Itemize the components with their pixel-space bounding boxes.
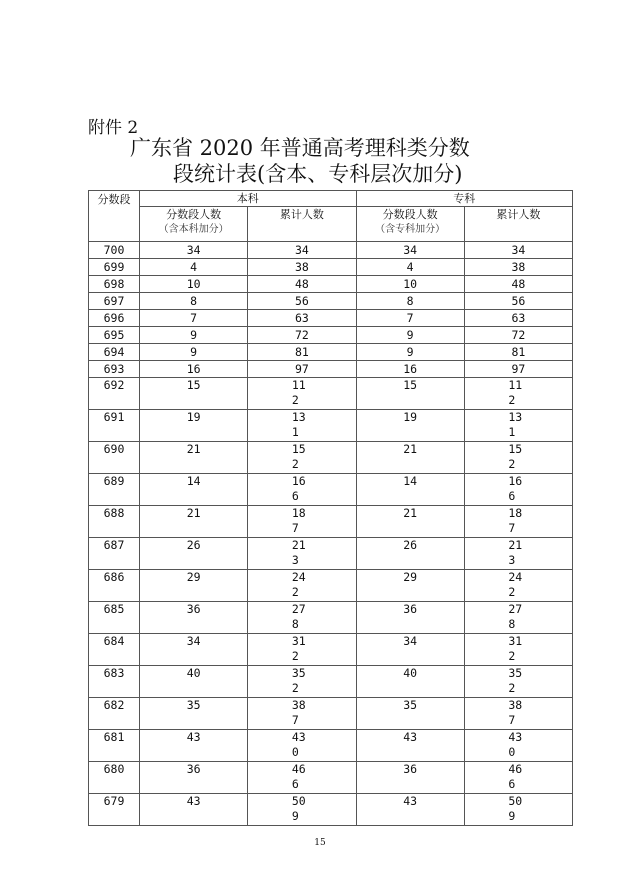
- benke-cumulative-cell-value: 34: [294, 243, 309, 257]
- benke-count-cell: [140, 293, 248, 310]
- benke-count-cell: [140, 666, 248, 698]
- zhuanke-count-cell-value: 34: [403, 243, 418, 257]
- segment-cell: [89, 506, 140, 538]
- benke-count-cell: [140, 344, 248, 361]
- segment-cell: [89, 293, 140, 310]
- zhuanke-cumulative-cell: [464, 259, 572, 276]
- zhuanke-cumulative-cell-value: 81: [511, 345, 526, 359]
- document-title-line2: 段统计表(含本、专科层次加分): [173, 162, 463, 186]
- segment-cell-value: 688: [103, 506, 125, 520]
- table-row: [89, 276, 573, 293]
- benke-count-cell: [140, 378, 248, 410]
- zhuanke-count-cell: [356, 666, 464, 698]
- benke-cumulative-cell-value: 312: [291, 634, 306, 663]
- zhuanke-cumulative-cell-value: 72: [511, 328, 526, 342]
- benke-count-cell-value: 10: [186, 277, 201, 291]
- zhuanke-count-cell-value: 36: [403, 762, 418, 776]
- segment-cell: [89, 762, 140, 794]
- header-zhuanke: 专科: [356, 191, 573, 207]
- table-row: [89, 442, 573, 474]
- zhuanke-count-cell: [356, 442, 464, 474]
- annex-label: 附件 2: [88, 118, 139, 138]
- benke-cumulative-cell: [248, 310, 356, 327]
- segment-cell: [89, 310, 140, 327]
- benke-count-cell: [140, 506, 248, 538]
- zhuanke-count-cell-value: 9: [406, 345, 414, 359]
- benke-count-cell: [140, 259, 248, 276]
- zhuanke-count-cell: [356, 378, 464, 410]
- benke-cumulative-cell: [248, 361, 356, 378]
- benke-count-cell-value: 14: [186, 474, 201, 488]
- benke-cumulative-cell: [248, 570, 356, 602]
- benke-cumulative-cell: [248, 344, 356, 361]
- segment-cell: [89, 259, 140, 276]
- zhuanke-count-cell-value: 8: [406, 294, 414, 308]
- zhuanke-count-cell-value: 9: [406, 328, 414, 342]
- zhuanke-count-cell: [356, 410, 464, 442]
- zhuanke-cumulative-cell: [464, 794, 572, 826]
- zhuanke-count-cell-value: 4: [406, 260, 414, 274]
- table-row: [89, 634, 573, 666]
- header-segment: 分数段: [89, 191, 140, 242]
- segment-cell: [89, 378, 140, 410]
- benke-cumulative-cell-value: 152: [291, 442, 306, 471]
- segment-cell-value: 699: [103, 260, 125, 274]
- table-row: [89, 698, 573, 730]
- benke-cumulative-cell: [248, 666, 356, 698]
- zhuanke-cumulative-cell-value: 152: [508, 442, 523, 471]
- zhuanke-count-cell-value: 40: [403, 666, 418, 680]
- zhuanke-count-cell-value: 43: [403, 730, 418, 744]
- zhuanke-cumulative-cell: [464, 474, 572, 506]
- benke-count-cell: [140, 698, 248, 730]
- benke-count-cell-value: 40: [186, 666, 201, 680]
- benke-cumulative-cell-value: 131: [291, 410, 306, 439]
- benke-cumulative-cell-value: 72: [294, 328, 309, 342]
- zhuanke-count-cell: [356, 242, 464, 259]
- zhuanke-cumulative-cell-value: 56: [511, 294, 526, 308]
- zhuanke-cumulative-cell: [464, 361, 572, 378]
- zhuanke-count-cell: [356, 762, 464, 794]
- zhuanke-count-cell-value: 16: [403, 362, 418, 376]
- benke-cumulative-cell-value: 278: [291, 602, 306, 631]
- zhuanke-cumulative-cell-value: 166: [508, 474, 523, 503]
- zhuanke-cumulative-cell-value: 213: [508, 538, 523, 567]
- table-row: [89, 310, 573, 327]
- zhuanke-count-cell-value: 15: [403, 378, 418, 392]
- benke-cumulative-cell: [248, 506, 356, 538]
- benke-count-cell: [140, 538, 248, 570]
- zhuanke-count-cell: [356, 506, 464, 538]
- segment-cell: [89, 442, 140, 474]
- zhuanke-cumulative-cell-value: 352: [508, 666, 523, 695]
- benke-cumulative-cell: [248, 794, 356, 826]
- segment-cell-value: 686: [103, 570, 125, 584]
- benke-count-cell: [140, 634, 248, 666]
- zhuanke-count-cell-value: 10: [403, 277, 418, 291]
- benke-cumulative-cell-value: 430: [291, 730, 306, 759]
- segment-cell: [89, 361, 140, 378]
- segment-cell-value: 694: [103, 345, 125, 359]
- segment-cell-value: 679: [103, 794, 125, 808]
- zhuanke-cumulative-cell-value: 63: [511, 311, 526, 325]
- zhuanke-cumulative-cell: [464, 666, 572, 698]
- zhuanke-count-cell-value: 34: [403, 634, 418, 648]
- benke-cumulative-cell-value: 63: [294, 311, 309, 325]
- zhuanke-cumulative-cell: [464, 344, 572, 361]
- zhuanke-count-cell: [356, 344, 464, 361]
- benke-cumulative-cell: [248, 259, 356, 276]
- benke-cumulative-cell-value: 81: [294, 345, 309, 359]
- table-row: [89, 259, 573, 276]
- zhuanke-count-cell: [356, 361, 464, 378]
- zhuanke-count-cell-value: 7: [406, 311, 414, 325]
- benke-count-cell-value: 43: [186, 730, 201, 744]
- zhuanke-count-cell-value: 21: [403, 442, 418, 456]
- zhuanke-count-cell-value: 26: [403, 538, 418, 552]
- zhuanke-count-cell-value: 21: [403, 506, 418, 520]
- benke-cumulative-cell-value: 112: [291, 378, 306, 407]
- zhuanke-cumulative-cell-value: 34: [511, 243, 526, 257]
- benke-cumulative-cell: [248, 242, 356, 259]
- segment-cell: [89, 698, 140, 730]
- zhuanke-count-cell: [356, 474, 464, 506]
- document-title-line1: 广东省 2020 年普通高考理科类分数: [130, 136, 470, 160]
- page-number: 15: [314, 838, 326, 848]
- header-zhuanke-count-note: （含专科加分）: [375, 224, 446, 235]
- zhuanke-cumulative-cell: [464, 276, 572, 293]
- segment-cell-value: 683: [103, 666, 125, 680]
- zhuanke-count-cell: [356, 259, 464, 276]
- benke-cumulative-cell-value: 97: [294, 362, 309, 376]
- segment-cell-value: 696: [103, 311, 125, 325]
- segment-cell: [89, 794, 140, 826]
- zhuanke-count-cell: [356, 538, 464, 570]
- table-row: [89, 327, 573, 344]
- zhuanke-count-cell: [356, 276, 464, 293]
- segment-cell-value: 698: [103, 277, 125, 291]
- zhuanke-cumulative-cell: [464, 602, 572, 634]
- zhuanke-count-cell: [356, 602, 464, 634]
- table-row: [89, 474, 573, 506]
- benke-count-cell: [140, 474, 248, 506]
- zhuanke-cumulative-cell-value: 48: [511, 277, 526, 291]
- benke-count-cell-value: 43: [186, 794, 201, 808]
- segment-cell: [89, 474, 140, 506]
- benke-cumulative-cell: [248, 698, 356, 730]
- benke-count-cell: [140, 442, 248, 474]
- zhuanke-count-cell-value: 29: [403, 570, 418, 584]
- benke-cumulative-cell-value: 213: [291, 538, 306, 567]
- benke-cumulative-cell-value: 466: [291, 762, 306, 791]
- segment-cell: [89, 730, 140, 762]
- segment-cell-value: 693: [103, 362, 125, 376]
- zhuanke-cumulative-cell: [464, 762, 572, 794]
- segment-cell: [89, 242, 140, 259]
- zhuanke-cumulative-cell-value: 242: [508, 570, 523, 599]
- zhuanke-cumulative-cell-value: 312: [508, 634, 523, 663]
- zhuanke-cumulative-cell: [464, 634, 572, 666]
- zhuanke-cumulative-cell: [464, 378, 572, 410]
- zhuanke-cumulative-cell-value: 278: [508, 602, 523, 631]
- benke-count-cell: [140, 361, 248, 378]
- benke-count-cell-value: 36: [186, 762, 201, 776]
- table-row: [89, 762, 573, 794]
- segment-cell: [89, 410, 140, 442]
- segment-cell-value: 681: [103, 730, 125, 744]
- zhuanke-count-cell: [356, 730, 464, 762]
- benke-cumulative-cell: [248, 538, 356, 570]
- zhuanke-count-cell-value: 14: [403, 474, 418, 488]
- header-zhuanke-count-label: 分数段人数: [382, 208, 438, 221]
- table-row: [89, 242, 573, 259]
- segment-cell-value: 680: [103, 762, 125, 776]
- table-row: [89, 730, 573, 762]
- benke-cumulative-cell: [248, 602, 356, 634]
- zhuanke-count-cell: [356, 327, 464, 344]
- zhuanke-cumulative-cell-value: 387: [508, 698, 523, 727]
- benke-cumulative-cell: [248, 634, 356, 666]
- benke-cumulative-cell-value: 38: [294, 260, 309, 274]
- zhuanke-cumulative-cell: [464, 570, 572, 602]
- segment-cell-value: 682: [103, 698, 125, 712]
- table-row: [89, 506, 573, 538]
- zhuanke-cumulative-cell: [464, 730, 572, 762]
- benke-count-cell-value: 9: [190, 328, 198, 342]
- segment-cell: [89, 538, 140, 570]
- benke-count-cell: [140, 410, 248, 442]
- zhuanke-count-cell-value: 35: [403, 698, 418, 712]
- score-distribution-table: [88, 190, 573, 826]
- zhuanke-cumulative-cell-value: 38: [511, 260, 526, 274]
- benke-count-cell-value: 15: [186, 378, 201, 392]
- header-benke: 本科: [140, 191, 357, 207]
- zhuanke-cumulative-cell-value: 466: [508, 762, 523, 791]
- zhuanke-count-cell: [356, 634, 464, 666]
- benke-cumulative-cell: [248, 474, 356, 506]
- zhuanke-cumulative-cell: [464, 293, 572, 310]
- benke-count-cell-value: 8: [190, 294, 198, 308]
- segment-cell: [89, 276, 140, 293]
- table-row: [89, 666, 573, 698]
- segment-cell: [89, 570, 140, 602]
- header-zhuanke-count: [356, 207, 464, 242]
- benke-count-cell-value: 34: [186, 243, 201, 257]
- segment-cell-value: 689: [103, 474, 125, 488]
- header-benke-count: [140, 207, 248, 242]
- table-row: [89, 293, 573, 310]
- segment-cell: [89, 344, 140, 361]
- benke-count-cell-value: 16: [186, 362, 201, 376]
- zhuanke-count-cell: [356, 698, 464, 730]
- segment-cell-value: 700: [103, 243, 125, 257]
- zhuanke-count-cell: [356, 794, 464, 826]
- benke-count-cell-value: 7: [190, 311, 198, 325]
- header-benke-count-note: （含本科加分）: [158, 224, 229, 235]
- segment-cell-value: 695: [103, 328, 125, 342]
- zhuanke-cumulative-cell-value: 97: [511, 362, 526, 376]
- benke-cumulative-cell-value: 352: [291, 666, 306, 695]
- zhuanke-cumulative-cell: [464, 310, 572, 327]
- header-benke-cumulative: 累计人数: [248, 207, 356, 242]
- benke-count-cell-value: 26: [186, 538, 201, 552]
- zhuanke-count-cell: [356, 293, 464, 310]
- zhuanke-cumulative-cell: [464, 698, 572, 730]
- benke-count-cell: [140, 327, 248, 344]
- segment-cell: [89, 602, 140, 634]
- benke-count-cell: [140, 570, 248, 602]
- segment-cell: [89, 666, 140, 698]
- benke-cumulative-cell: [248, 327, 356, 344]
- benke-cumulative-cell-value: 509: [291, 794, 306, 823]
- segment-cell-value: 692: [103, 378, 125, 392]
- segment-cell-value: 690: [103, 442, 125, 456]
- benke-count-cell: [140, 602, 248, 634]
- zhuanke-cumulative-cell: [464, 242, 572, 259]
- benke-count-cell: [140, 276, 248, 293]
- segment-cell: [89, 327, 140, 344]
- benke-cumulative-cell: [248, 410, 356, 442]
- benke-cumulative-cell: [248, 442, 356, 474]
- zhuanke-cumulative-cell-value: 112: [508, 378, 523, 407]
- benke-cumulative-cell-value: 387: [291, 698, 306, 727]
- benke-count-cell: [140, 794, 248, 826]
- zhuanke-count-cell-value: 43: [403, 794, 418, 808]
- segment-cell-value: 685: [103, 602, 125, 616]
- benke-cumulative-cell: [248, 762, 356, 794]
- header-benke-count-label: 分数段人数: [166, 208, 222, 221]
- zhuanke-cumulative-cell-value: 187: [508, 506, 523, 535]
- zhuanke-cumulative-cell: [464, 442, 572, 474]
- table-row: [89, 410, 573, 442]
- segment-cell-value: 697: [103, 294, 125, 308]
- table-row: [89, 602, 573, 634]
- benke-cumulative-cell-value: 48: [294, 277, 309, 291]
- table-body: [89, 242, 573, 826]
- table-row: [89, 378, 573, 410]
- segment-cell: [89, 634, 140, 666]
- benke-count-cell-value: 9: [190, 345, 198, 359]
- zhuanke-cumulative-cell-value: 509: [508, 794, 523, 823]
- benke-count-cell: [140, 730, 248, 762]
- zhuanke-count-cell-value: 19: [403, 410, 418, 424]
- benke-cumulative-cell-value: 166: [291, 474, 306, 503]
- benke-cumulative-cell-value: 56: [294, 294, 309, 308]
- zhuanke-count-cell: [356, 310, 464, 327]
- zhuanke-count-cell-value: 36: [403, 602, 418, 616]
- header-zhuanke-cumulative: 累计人数: [464, 207, 572, 242]
- zhuanke-cumulative-cell: [464, 506, 572, 538]
- table-row: [89, 361, 573, 378]
- zhuanke-cumulative-cell-value: 131: [508, 410, 523, 439]
- benke-count-cell-value: 21: [186, 442, 201, 456]
- zhuanke-cumulative-cell: [464, 538, 572, 570]
- benke-count-cell-value: 35: [186, 698, 201, 712]
- benke-count-cell-value: 4: [190, 260, 198, 274]
- segment-cell-value: 687: [103, 538, 125, 552]
- benke-count-cell: [140, 310, 248, 327]
- benke-cumulative-cell: [248, 276, 356, 293]
- benke-count-cell-value: 19: [186, 410, 201, 424]
- table-row: [89, 344, 573, 361]
- benke-cumulative-cell: [248, 730, 356, 762]
- table-row: [89, 538, 573, 570]
- benke-count-cell: [140, 762, 248, 794]
- table-row: [89, 570, 573, 602]
- benke-count-cell: [140, 242, 248, 259]
- zhuanke-cumulative-cell: [464, 410, 572, 442]
- benke-cumulative-cell: [248, 293, 356, 310]
- benke-cumulative-cell-value: 242: [291, 570, 306, 599]
- benke-count-cell-value: 21: [186, 506, 201, 520]
- benke-count-cell-value: 36: [186, 602, 201, 616]
- segment-cell-value: 684: [103, 634, 125, 648]
- benke-cumulative-cell: [248, 378, 356, 410]
- benke-count-cell-value: 34: [186, 634, 201, 648]
- zhuanke-cumulative-cell: [464, 327, 572, 344]
- table-row: [89, 794, 573, 826]
- segment-cell-value: 691: [103, 410, 125, 424]
- zhuanke-cumulative-cell-value: 430: [508, 730, 523, 759]
- benke-count-cell-value: 29: [186, 570, 201, 584]
- zhuanke-count-cell: [356, 570, 464, 602]
- benke-cumulative-cell-value: 187: [291, 506, 306, 535]
